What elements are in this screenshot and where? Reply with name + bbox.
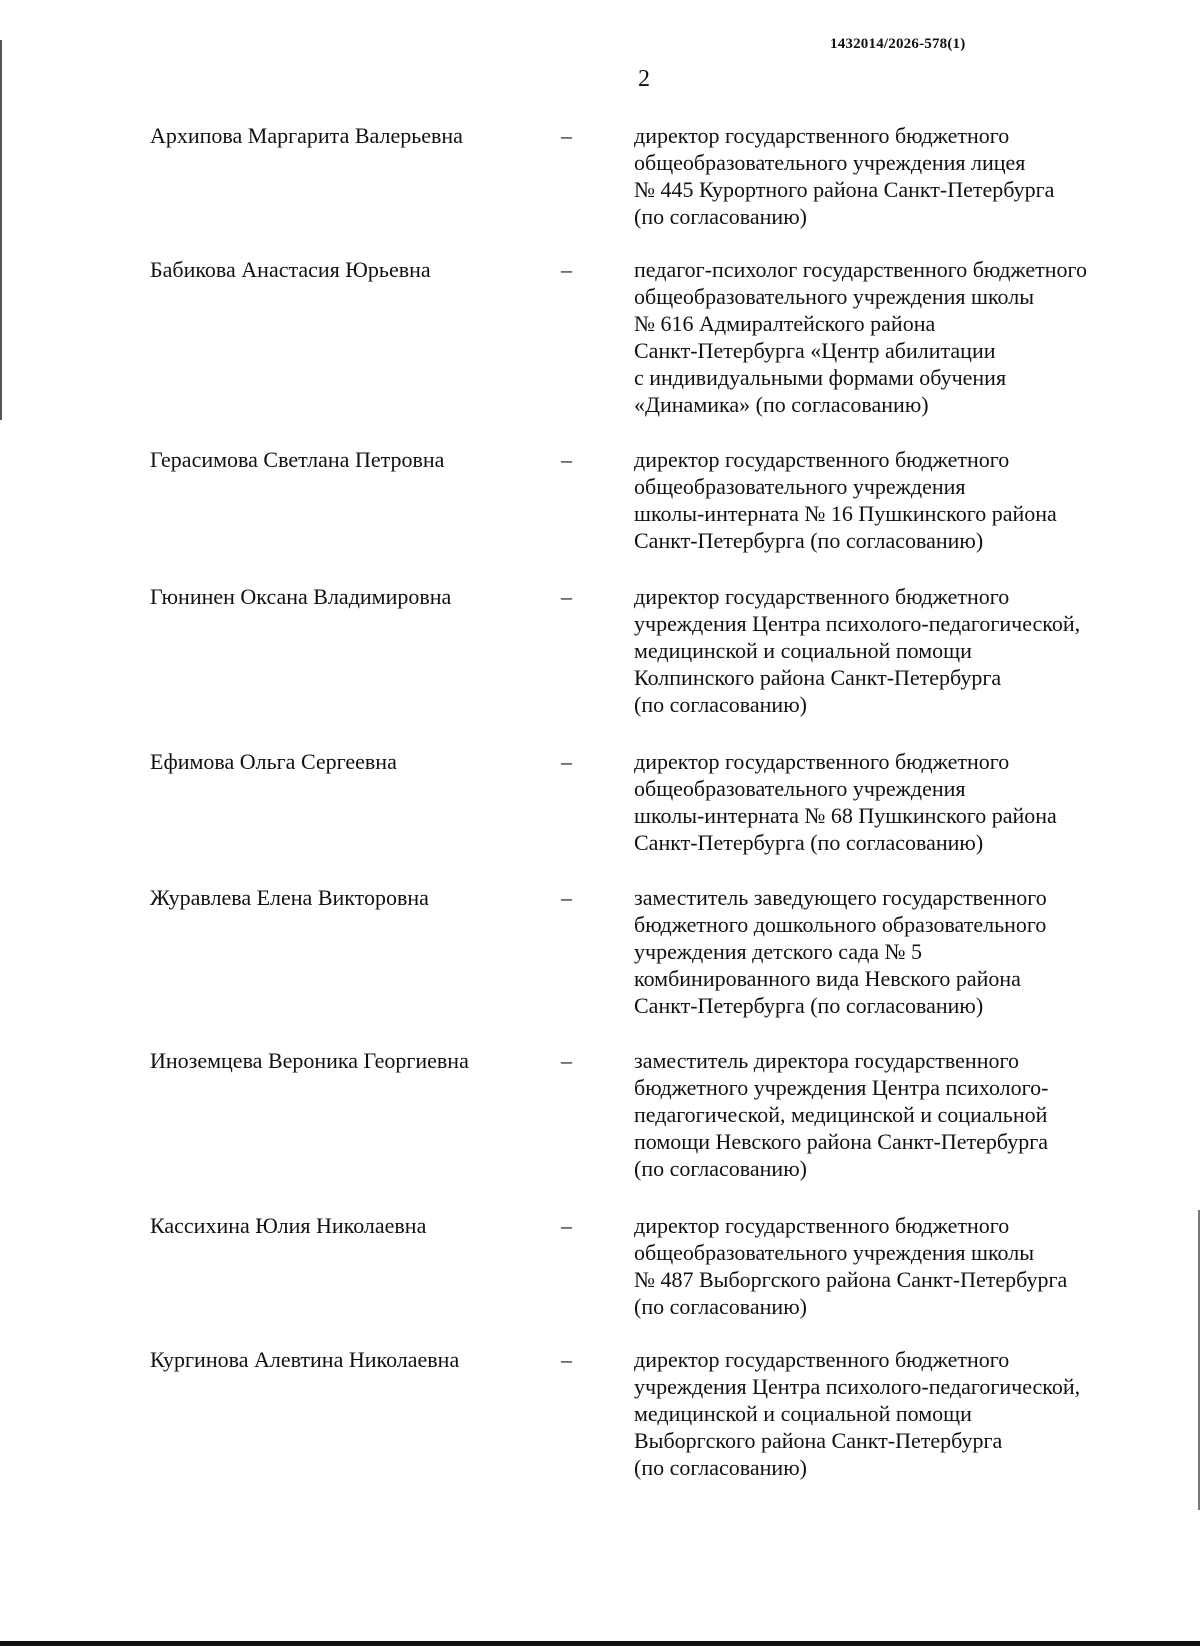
member-role-line: заместитель директора государственного: [634, 1048, 1019, 1073]
member-name: Архипова Маргарита Валерьевна: [150, 123, 463, 148]
member-role-line: медицинской и социальной помощи: [634, 638, 972, 663]
page-number: 2: [638, 66, 650, 92]
member-role-line: Колпинского района Санкт-Петербурга: [634, 665, 1002, 690]
member-role-line: бюджетного учреждения Центра психолого-: [634, 1075, 1049, 1100]
member-role: [634, 1047, 1164, 1182]
member-role: [634, 884, 1164, 1019]
member-role-line: учреждения Центра психолого-педагогической,: [634, 1374, 1081, 1399]
member-name: Кургинова Алевтина Николаевна: [150, 1347, 460, 1372]
member-role-line: общеобразовательного учреждения школы: [634, 284, 1034, 309]
member-role: [634, 583, 1164, 718]
member-role-line: (по согласованию): [634, 1156, 807, 1181]
member-role-line: (по согласованию): [634, 1455, 807, 1480]
member-dash: –: [561, 584, 572, 609]
member-role-line: педагогической, медицинской и социальной: [634, 1102, 1048, 1127]
member-name: Гюнинен Оксана Владимировна: [150, 584, 452, 609]
member-dash: –: [561, 447, 572, 472]
member-name: Иноземцева Вероника Георгиевна: [150, 1048, 469, 1073]
member-role-line: медицинской и социальной помощи: [634, 1401, 972, 1426]
member-role-line: Санкт-Петербурга (по согласованию): [634, 528, 984, 553]
member-name: Ефимова Ольга Сергеевна: [150, 749, 397, 774]
member-role-line: комбинированного вида Невского района: [634, 966, 1021, 991]
member-role: [634, 122, 1164, 230]
member-role: [634, 256, 1164, 418]
member-dash: –: [561, 1347, 572, 1372]
member-role-line: с индивидуальными формами обучения: [634, 365, 1007, 390]
document-number: 1432014/2026-578(1): [830, 36, 966, 52]
member-name: Журавлева Елена Викторовна: [150, 885, 429, 910]
member-dash: –: [561, 257, 572, 282]
member-role-line: директор государственного бюджетного: [634, 749, 1010, 774]
member-role-line: общеобразовательного учреждения: [634, 776, 966, 801]
member-dash: –: [561, 1213, 572, 1238]
member-role-line: Выборгского района Санкт-Петербурга: [634, 1428, 1003, 1453]
member-role: [634, 748, 1164, 856]
member-role-line: общеобразовательного учреждения лицея: [634, 150, 1026, 175]
member-role-line: № 616 Адмиралтейского района: [634, 311, 936, 336]
member-role-line: Санкт-Петербурга (по согласованию): [634, 830, 984, 855]
member-role-line: директор государственного бюджетного: [634, 1347, 1010, 1372]
member-role-line: помощи Невского района Санкт-Петербурга: [634, 1129, 1049, 1154]
member-role: [634, 1212, 1164, 1320]
member-dash: –: [561, 749, 572, 774]
member-role-line: Санкт-Петербурга «Центр абилитации: [634, 338, 996, 363]
member-role: [634, 1346, 1164, 1481]
member-role-line: № 445 Курортного района Санкт-Петербурга: [634, 177, 1055, 202]
member-role-line: директор государственного бюджетного: [634, 123, 1010, 148]
scan-edge-left: [0, 40, 2, 420]
member-role-line: директор государственного бюджетного: [634, 1213, 1010, 1238]
member-dash: –: [561, 1048, 572, 1073]
member-name: Кассихина Юлия Николаевна: [150, 1213, 427, 1238]
member-role-line: школы-интерната № 68 Пушкинского района: [634, 803, 1057, 828]
member-role-line: бюджетного дошкольного образовательного: [634, 912, 1047, 937]
member-name: Герасимова Светлана Петровна: [150, 447, 445, 472]
member-role-line: Санкт-Петербурга (по согласованию): [634, 993, 984, 1018]
member-role-line: № 487 Выборгского района Санкт-Петербурга: [634, 1267, 1068, 1292]
member-name: Бабикова Анастасия Юрьевна: [150, 257, 431, 282]
member-role-line: педагог-психолог государственного бюджетного: [634, 257, 1087, 282]
member-role-line: (по согласованию): [634, 204, 807, 229]
member-dash: –: [561, 123, 572, 148]
member-role: [634, 446, 1164, 554]
member-role-line: общеобразовательного учреждения: [634, 474, 966, 499]
member-role-line: (по согласованию): [634, 1294, 807, 1319]
member-role-line: учреждения детского сада № 5: [634, 939, 923, 964]
member-role-line: заместитель заведующего государственного: [634, 885, 1047, 910]
member-role-line: общеобразовательного учреждения школы: [634, 1240, 1034, 1265]
member-dash: –: [561, 885, 572, 910]
member-role-line: школы-интерната № 16 Пушкинского района: [634, 501, 1057, 526]
scan-edge-bottom: [0, 1641, 1200, 1646]
member-role-line: (по согласованию): [634, 692, 807, 717]
member-role-line: учреждения Центра психолого-педагогической,: [634, 611, 1081, 636]
member-role-line: директор государственного бюджетного: [634, 447, 1010, 472]
member-role-line: директор государственного бюджетного: [634, 584, 1010, 609]
member-role-line: «Динамика» (по согласованию): [634, 392, 929, 417]
